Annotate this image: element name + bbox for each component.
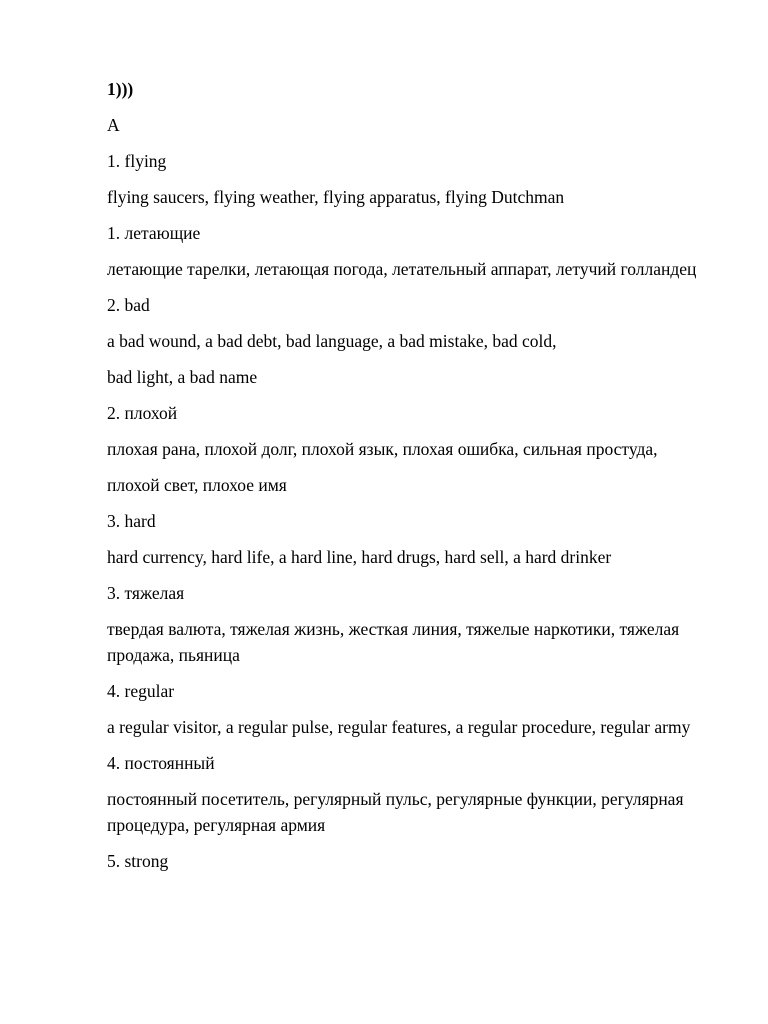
item-2-en-examples-2: bad light, a bad name bbox=[107, 367, 258, 387]
item-3-en-title: 3. hard bbox=[107, 511, 156, 531]
item-5-en-title: 5. strong bbox=[107, 851, 169, 871]
item-2-en-title: 2. bad bbox=[107, 295, 150, 315]
item-1-ru-title: 1. летающие bbox=[107, 223, 201, 243]
item-2-ru-title: 2. плохой bbox=[107, 403, 178, 423]
item-2-ru-examples-2: плохой свет, плохое имя bbox=[107, 475, 287, 495]
section-letter: А bbox=[107, 115, 120, 135]
item-1-ru-examples: летающие тарелки, летающая погода, летательный аппарат, летучий голландец bbox=[107, 259, 697, 279]
document-page bbox=[107, 76, 707, 884]
item-2-ru-examples-1: плохая рана, плохой долг, плохой язык, плохая ошибка, сильная простуда, bbox=[107, 439, 658, 459]
item-3-ru-examples: твердая валюта, тяжелая жизнь, жесткая линия, тяжелые наркотики, тяжелая продажа, пьяница bbox=[107, 619, 680, 665]
item-4-ru-examples: постоянный посетитель, регулярный пульс, регулярные функции, регулярная процедура, регулярная армия bbox=[107, 789, 684, 835]
item-4-en-title: 4. regular bbox=[107, 681, 175, 701]
item-4-en-examples: a regular visitor, a regular pulse, regular features, a regular procedure, regular army bbox=[107, 717, 691, 737]
item-3-en-examples: hard currency, hard life, a hard line, hard drugs, hard sell, a hard drinker bbox=[107, 547, 612, 567]
item-1-en-title: 1. flying bbox=[107, 151, 167, 171]
item-3-ru-title: 3. тяжелая bbox=[107, 583, 185, 603]
document-heading: 1))) bbox=[107, 79, 134, 99]
item-1-en-examples: flying saucers, flying weather, flying apparatus, flying Dutchman bbox=[107, 187, 565, 207]
item-2-en-examples-1: a bad wound, a bad debt, bad language, a bad mistake, bad cold, bbox=[107, 331, 557, 351]
item-4-ru-title: 4. постоянный bbox=[107, 753, 215, 773]
